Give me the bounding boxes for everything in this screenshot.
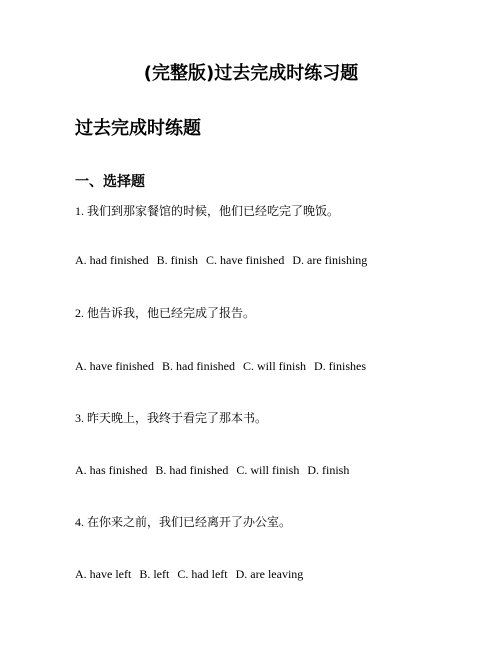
question-2-option-c: C. will finish bbox=[242, 359, 306, 373]
question-3-options bbox=[75, 462, 354, 478]
question-4-option-a: A. have left bbox=[75, 567, 132, 581]
question-2-option-d: D. finishes bbox=[314, 359, 366, 373]
question-4-stem: 4. 在你来之前，我们已经离开了办公室。 bbox=[75, 515, 292, 529]
question-3-option-c: C. will finish bbox=[236, 463, 300, 477]
question-4-option-c: C. had left bbox=[177, 567, 228, 581]
section-title: 过去完成时练题 bbox=[75, 118, 201, 139]
question-3-option-a: A. has finished bbox=[75, 463, 148, 477]
question-2-stem: 2. 他告诉我，他已经完成了报告。 bbox=[75, 306, 256, 320]
question-1-options bbox=[75, 252, 372, 268]
question-4-option-b: B. left bbox=[139, 567, 170, 581]
document-title: (完整版)过去完成时练习题 bbox=[143, 63, 359, 84]
question-1-option-d: D. are finishing bbox=[292, 253, 368, 267]
question-4-option-d: D. are leaving bbox=[235, 567, 304, 581]
question-3-stem: 3. 昨天晚上，我终于看完了那本书。 bbox=[75, 411, 268, 425]
question-2-option-b: B. had finished bbox=[161, 359, 235, 373]
question-2-options bbox=[75, 358, 371, 374]
question-1-option-c: C. have finished bbox=[206, 253, 285, 267]
question-4-options bbox=[75, 566, 308, 582]
part-title: 一、选择题 bbox=[75, 174, 145, 190]
question-1-stem: 1. 我们到那家餐馆的时候，他们已经吃完了晚饭。 bbox=[75, 204, 340, 218]
question-3-option-d: D. finish bbox=[307, 463, 350, 477]
question-1-option-a: A. had finished bbox=[75, 253, 149, 267]
question-1-option-b: B. finish bbox=[156, 253, 198, 267]
question-3-option-b: B. had finished bbox=[155, 463, 229, 477]
question-2-option-a: A. have finished bbox=[75, 359, 154, 373]
